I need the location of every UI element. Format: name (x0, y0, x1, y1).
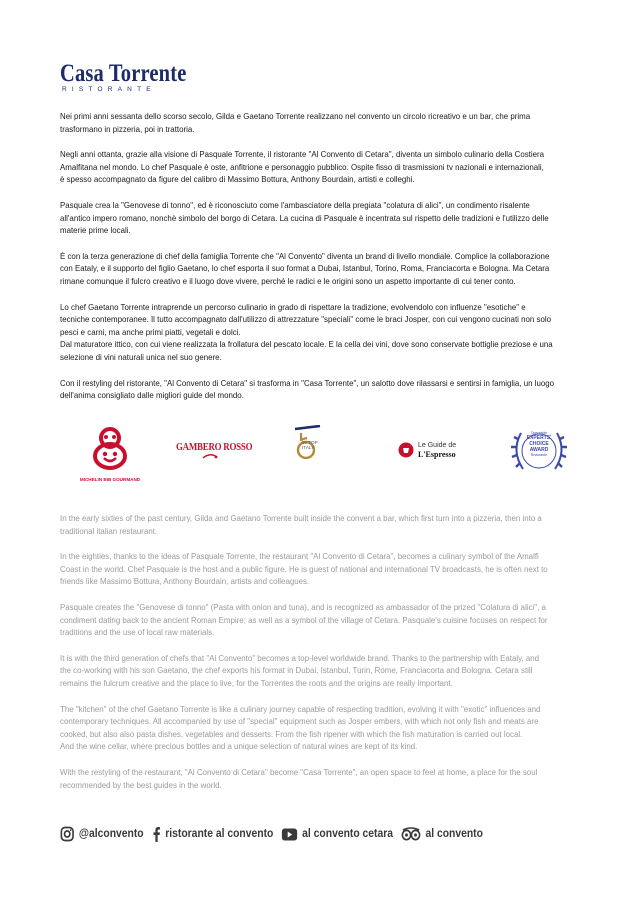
logo-name: Casa Torrente (60, 60, 187, 87)
fifty-top-italy-award (288, 425, 328, 450)
it-paragraph-5: Lo chef Gaetano Torrente intraprende un percorso culinario in grado di rispettare la tradizione, evolvendolo con influenze "esotiche" e tecniche contemporanee. Il tutto accompagnato dall'utilizzo di attrezzature "speciali" come le braci Josper, con cui vengono cucinati non solo pesci e carni, ma anche primi piatti, vegetali e dolci. Dal maturatore ittico, con cui viene realizzata la frollatura del pescato locale. E la cella dei vini, dove sono conservate bottiglie preziose e una selezione di vini naturali unica nel suo genere. (60, 301, 553, 362)
espresso-bottom-label: L'Espresso (418, 450, 456, 459)
en-paragraph-4: It is with the third generation of chefs that "Al Convento" becomes a top-level worldwide brand. Thanks to the partnership with Eataly, and the co-working with his son Gaetano, the chef exports his format in Dubai, Istanbul, Turin, Rome, Franciacorta and Bologna. Cetara still remains the fulcrum creative and the place to live, for the Torrentes the roots and the origins are really important. (60, 652, 540, 688)
en-paragraph-1: In the early sixties of the past century, Gilda and Gaetano Torrente built inside the convent a bar, which first turn into a pizzeria, then into a traditional italian restaurant. (60, 513, 542, 536)
michelin-award (70, 425, 150, 482)
espresso-top-label: Le Guide de (418, 442, 457, 449)
english-text (60, 512, 584, 804)
en-paragraph-6: With the restyling of the restaurant, "Al Convento di Cetara" become "Casa Torrente", an open space to feel at home, a place for the soul recommended by the best guides in the world. (60, 766, 538, 790)
awards-row (60, 425, 580, 485)
facebook-icon (152, 826, 161, 842)
social-youtube[interactable] (281, 828, 393, 841)
italian-text (60, 110, 584, 415)
social-tripadvisor[interactable] (401, 827, 483, 841)
instagram-icon (60, 826, 74, 842)
experts-top-label: Opentable (530, 431, 548, 435)
it-paragraph-6: Con il restyling del ristorante, "Al Convento di Cetara" si trasforma in "Casa Torrente", un salotto dove rilassarsi e sentirsi in famiglia, un luogo dell'anima consigliato dalle migliori guide del mondo. (60, 377, 555, 401)
facebook-handle: ristorante al convento (165, 828, 274, 840)
social-footer (60, 826, 491, 842)
youtube-handle: al convento cetara (302, 828, 394, 840)
en-paragraph-5: The "kitchen" of the chef Gaetano Torrente is like a culinary journey capable of respecting tradition, evolving it with "exotic" influences and contemporary techniques. All accompanied by use of "special" equipment such as Josper embers, with which not only fish and meats are cooked, but also also pasta dishes, vegetables and desserts. From the fish ripener with which the fish maturation is carried out local. And the wine cellar, where precious bottles and a unique selection of natural wines are kept of its kind. (60, 703, 541, 752)
logo-subtitle: RISTORANTE (62, 86, 156, 93)
experts-mid-label: EXPERTS' CHOICE AWARD (526, 435, 552, 453)
espresso-icon (398, 442, 414, 458)
en-paragraph-2: In the eighties, thanks to the ideas of Pasquale Torrente, the restaurant "Al Convento di Cetara", becomes a culinary symbol of the Amalfi Coast in the world. Chef Pasquale is the host and a public figure. He is guest of national and international TV broadcasts, he is often next to friends like Massimo Bottura, Anthony Bourdain, artists and colleagues. (60, 551, 548, 587)
gambero-rosso-label: GAMBERO ROSSO (176, 442, 253, 453)
it-paragraph-1: Nei primi anni sessanta dello scorso secolo, Gilda e Gaetano Torrente realizzano nel convento un circolo ricreativo e un bar, che prima trasformano in pizzeria, poi in trattoria. (60, 111, 531, 134)
brand-logo (60, 62, 214, 93)
tripadvisor-handle: al convento (425, 828, 483, 840)
youtube-icon (281, 828, 297, 841)
michelin-label: MICHELIN BIB GOURMAND (79, 477, 141, 482)
social-instagram[interactable] (60, 826, 144, 842)
social-facebook[interactable] (152, 826, 274, 842)
it-paragraph-2: Negli anni ottanta, grazie alla visione di Pasquale Torrente, il ristorante "Al Convento di Cetara", diventa un simbolo culinario della Costiera Amalfitana nel mondo. Lo chef Pasquale è oste, anfitrione e personaggio pubblico. Ospite fisso di trasmissioni tv nazionali e internazionali, è spesso accompagnato da figure del calibro di Massimo Bottura, Anthony Bourdain, artisti e colleghi. (60, 149, 545, 185)
shrimp-icon (201, 453, 219, 461)
it-paragraph-3: Pasquale crea la "Genovese di tonno", ed è riconosciuto come l'ambasciatore della pregiata "colatura di alici", un condimento risalente all'antico impero romano, nonchè simbolo del borgo di Cetara. La cucina di Pasquale è incentrata sul rispetto delle tradizioni e l'utilizzo delle materie prime locali. (60, 199, 549, 236)
en-paragraph-3: Pasquale creates the "Genovese di tonno" (Pasta with onion and tuna), and is recognized as ambassador of the prized "Colatura di alici", a condiment dating back to the ancient Roman Empire; as well as a symbol of the village of Cetara. Pasquale's cuisine focuses on respect for traditions and the use of local raw materials. (60, 601, 548, 638)
instagram-handle: @alconvento (78, 828, 144, 840)
experts-bottom-label: Ristorante (530, 453, 548, 457)
it-paragraph-4: È con la terza generazione di chef della famiglia Torrente che "Al Convento" diventa un brand di livello mondiale. Complice la collaborazione con Eataly, e il supporto del figlio Gaetano, lo chef esporta il suo format a Dubai, Istanbul, Torino, Roma, Franciacorta e Bologna. Ma Cetara rimane comunque il fulcro creativo e il luogo dove vivere, perché le radici e le origini sono un aspetto importante di cui tener conto. (60, 250, 550, 286)
fifty-top-label: 50 TOP ITALY (302, 440, 318, 450)
espresso-award (398, 442, 478, 459)
michelin-bib-icon (87, 425, 133, 471)
tripadvisor-icon (401, 827, 421, 841)
gambero-rosso-award (170, 442, 253, 461)
